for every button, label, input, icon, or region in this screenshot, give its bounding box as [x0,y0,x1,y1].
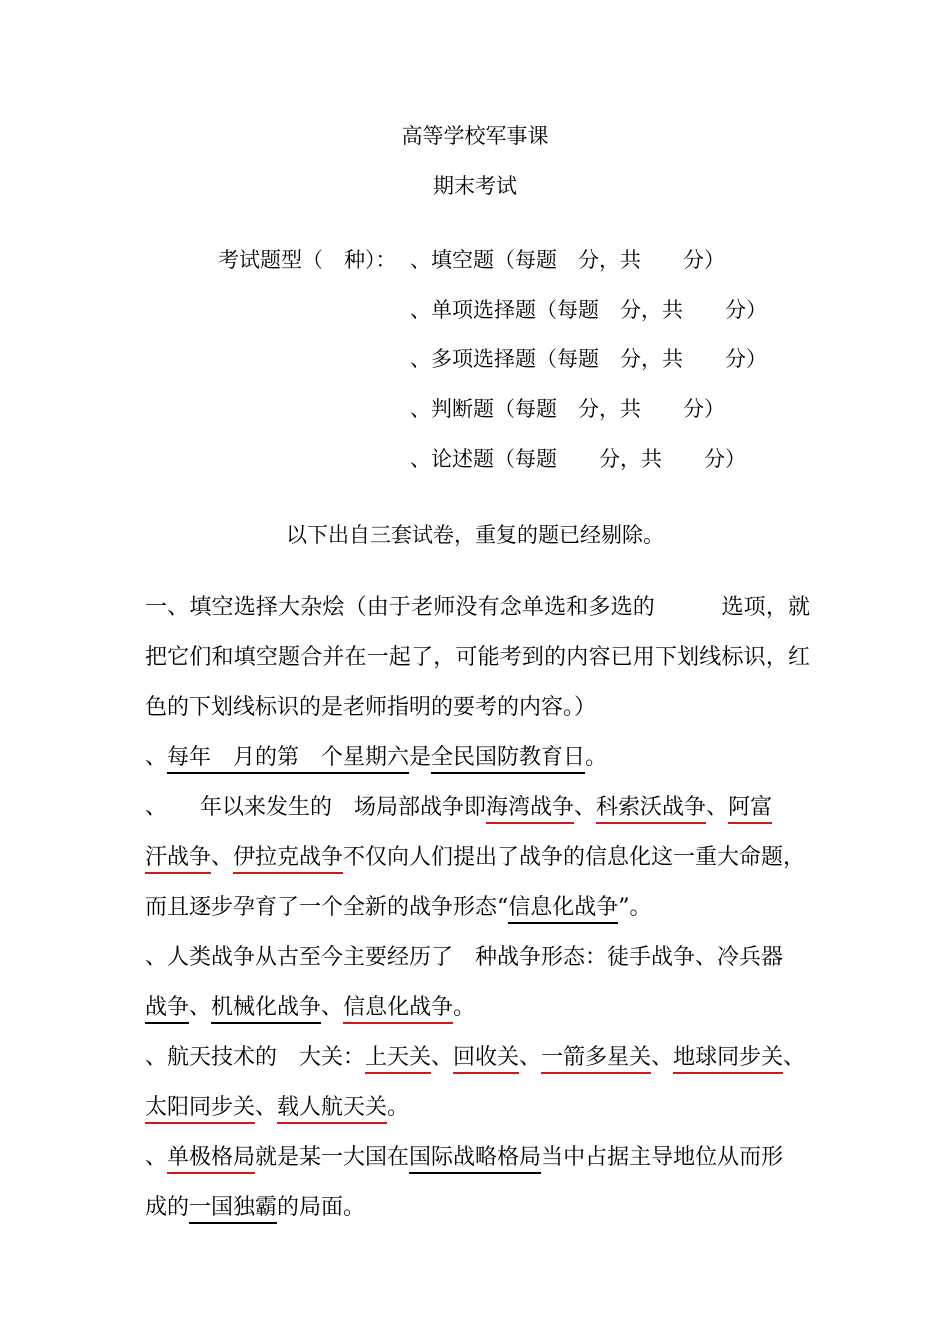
underlined-text: 全民国防教育日 [431,745,585,774]
underlined-text: 信息化战争 [508,895,618,924]
exam-type-item: 、判断题（每题 分，共 分） [410,397,725,421]
question-5-line-1: 、单极格局就是某一大国在国际战略格局当中占据主导地位从而形 [145,1133,810,1183]
question-2-line-1: 、 年以来发生的 场局部战争即海湾战争、科索沃战争、阿富 [145,783,810,833]
red-underlined-text: 汗战争 [145,845,211,874]
question-2-line-2: 汗战争、伊拉克战争不仅向人们提出了战争的信息化这一重大命题， [145,833,810,883]
underlined-text: 战争 [145,995,189,1024]
red-underlined-text: 地球同步关 [673,1045,783,1074]
section-1-intro-line: 色的下划线标识的是老师指明的要考的内容。） [145,695,597,720]
source-note: 以下出自三套试卷，重复的题已经剔除。 [286,523,664,547]
question-3-line-1: 、人类战争从古至今主要经历了 种战争形态：徒手战争、冷兵器 [145,945,784,970]
red-underlined-text: 回收关 [453,1045,519,1074]
exam-types-label: 考试题型（ 种）： [218,248,397,272]
red-underlined-text: 信息化战争 [343,995,453,1024]
document-subtitle: 期末考试 [433,174,517,198]
exam-type-item: 、多项选择题（每题 分，共 分） [410,347,767,371]
section-1-intro-line: 一、填空选择大杂烩（由于老师没有念单选和多选的 选项，就 [145,595,810,620]
question-4-line-1: 、航天技术的 大关：上天关、回收关、一箭多星关、地球同步关、 [145,1033,810,1083]
underlined-text: 一国独霸 [189,1195,277,1224]
red-underlined-text: 海湾战争 [486,795,574,824]
red-underlined-text: 单极格局 [167,1145,255,1174]
question-3-line-2: 战争、机械化战争、信息化战争。 [145,983,810,1033]
red-underlined-text: 科索沃战争 [596,795,706,824]
section-1-intro-line: 把它们和填空题合并在一起了，可能考到的内容已用下划线标识，红 [145,645,810,670]
document-title: 高等学校军事课 [401,124,549,148]
red-underlined-text: 一箭多星关 [541,1045,651,1074]
question-5-line-2: 成的一国独霸的局面。 [145,1183,810,1233]
underlined-text: 国际战略格局 [409,1145,541,1174]
underlined-text: 每年 月的第 个星期六 [167,745,409,774]
exam-type-item: 、填空题（每题 分，共 分） [410,248,725,272]
red-underlined-text: 上天关 [365,1045,431,1074]
section-1 [145,583,810,1233]
question-2-line-3: 而且逐步孕育了一个全新的战争形态“信息化战争”。 [145,883,810,933]
underlined-text: 机械化战争 [211,995,321,1024]
red-underlined-text: 伊拉克战争 [233,845,343,874]
exam-type-item: 、单项选择题（每题 分，共 分） [410,298,767,322]
red-underlined-text: 太阳同步关 [145,1095,255,1124]
red-underlined-text: 阿富 [728,795,772,824]
question-1: 、每年 月的第 个星期六是全民国防教育日。 [145,733,810,783]
question-4-line-2: 太阳同步关、载人航天关。 [145,1083,810,1133]
exam-type-item: 、论述题（每题 分，共 分） [410,447,746,471]
red-underlined-text: 载人航天关 [277,1095,387,1124]
